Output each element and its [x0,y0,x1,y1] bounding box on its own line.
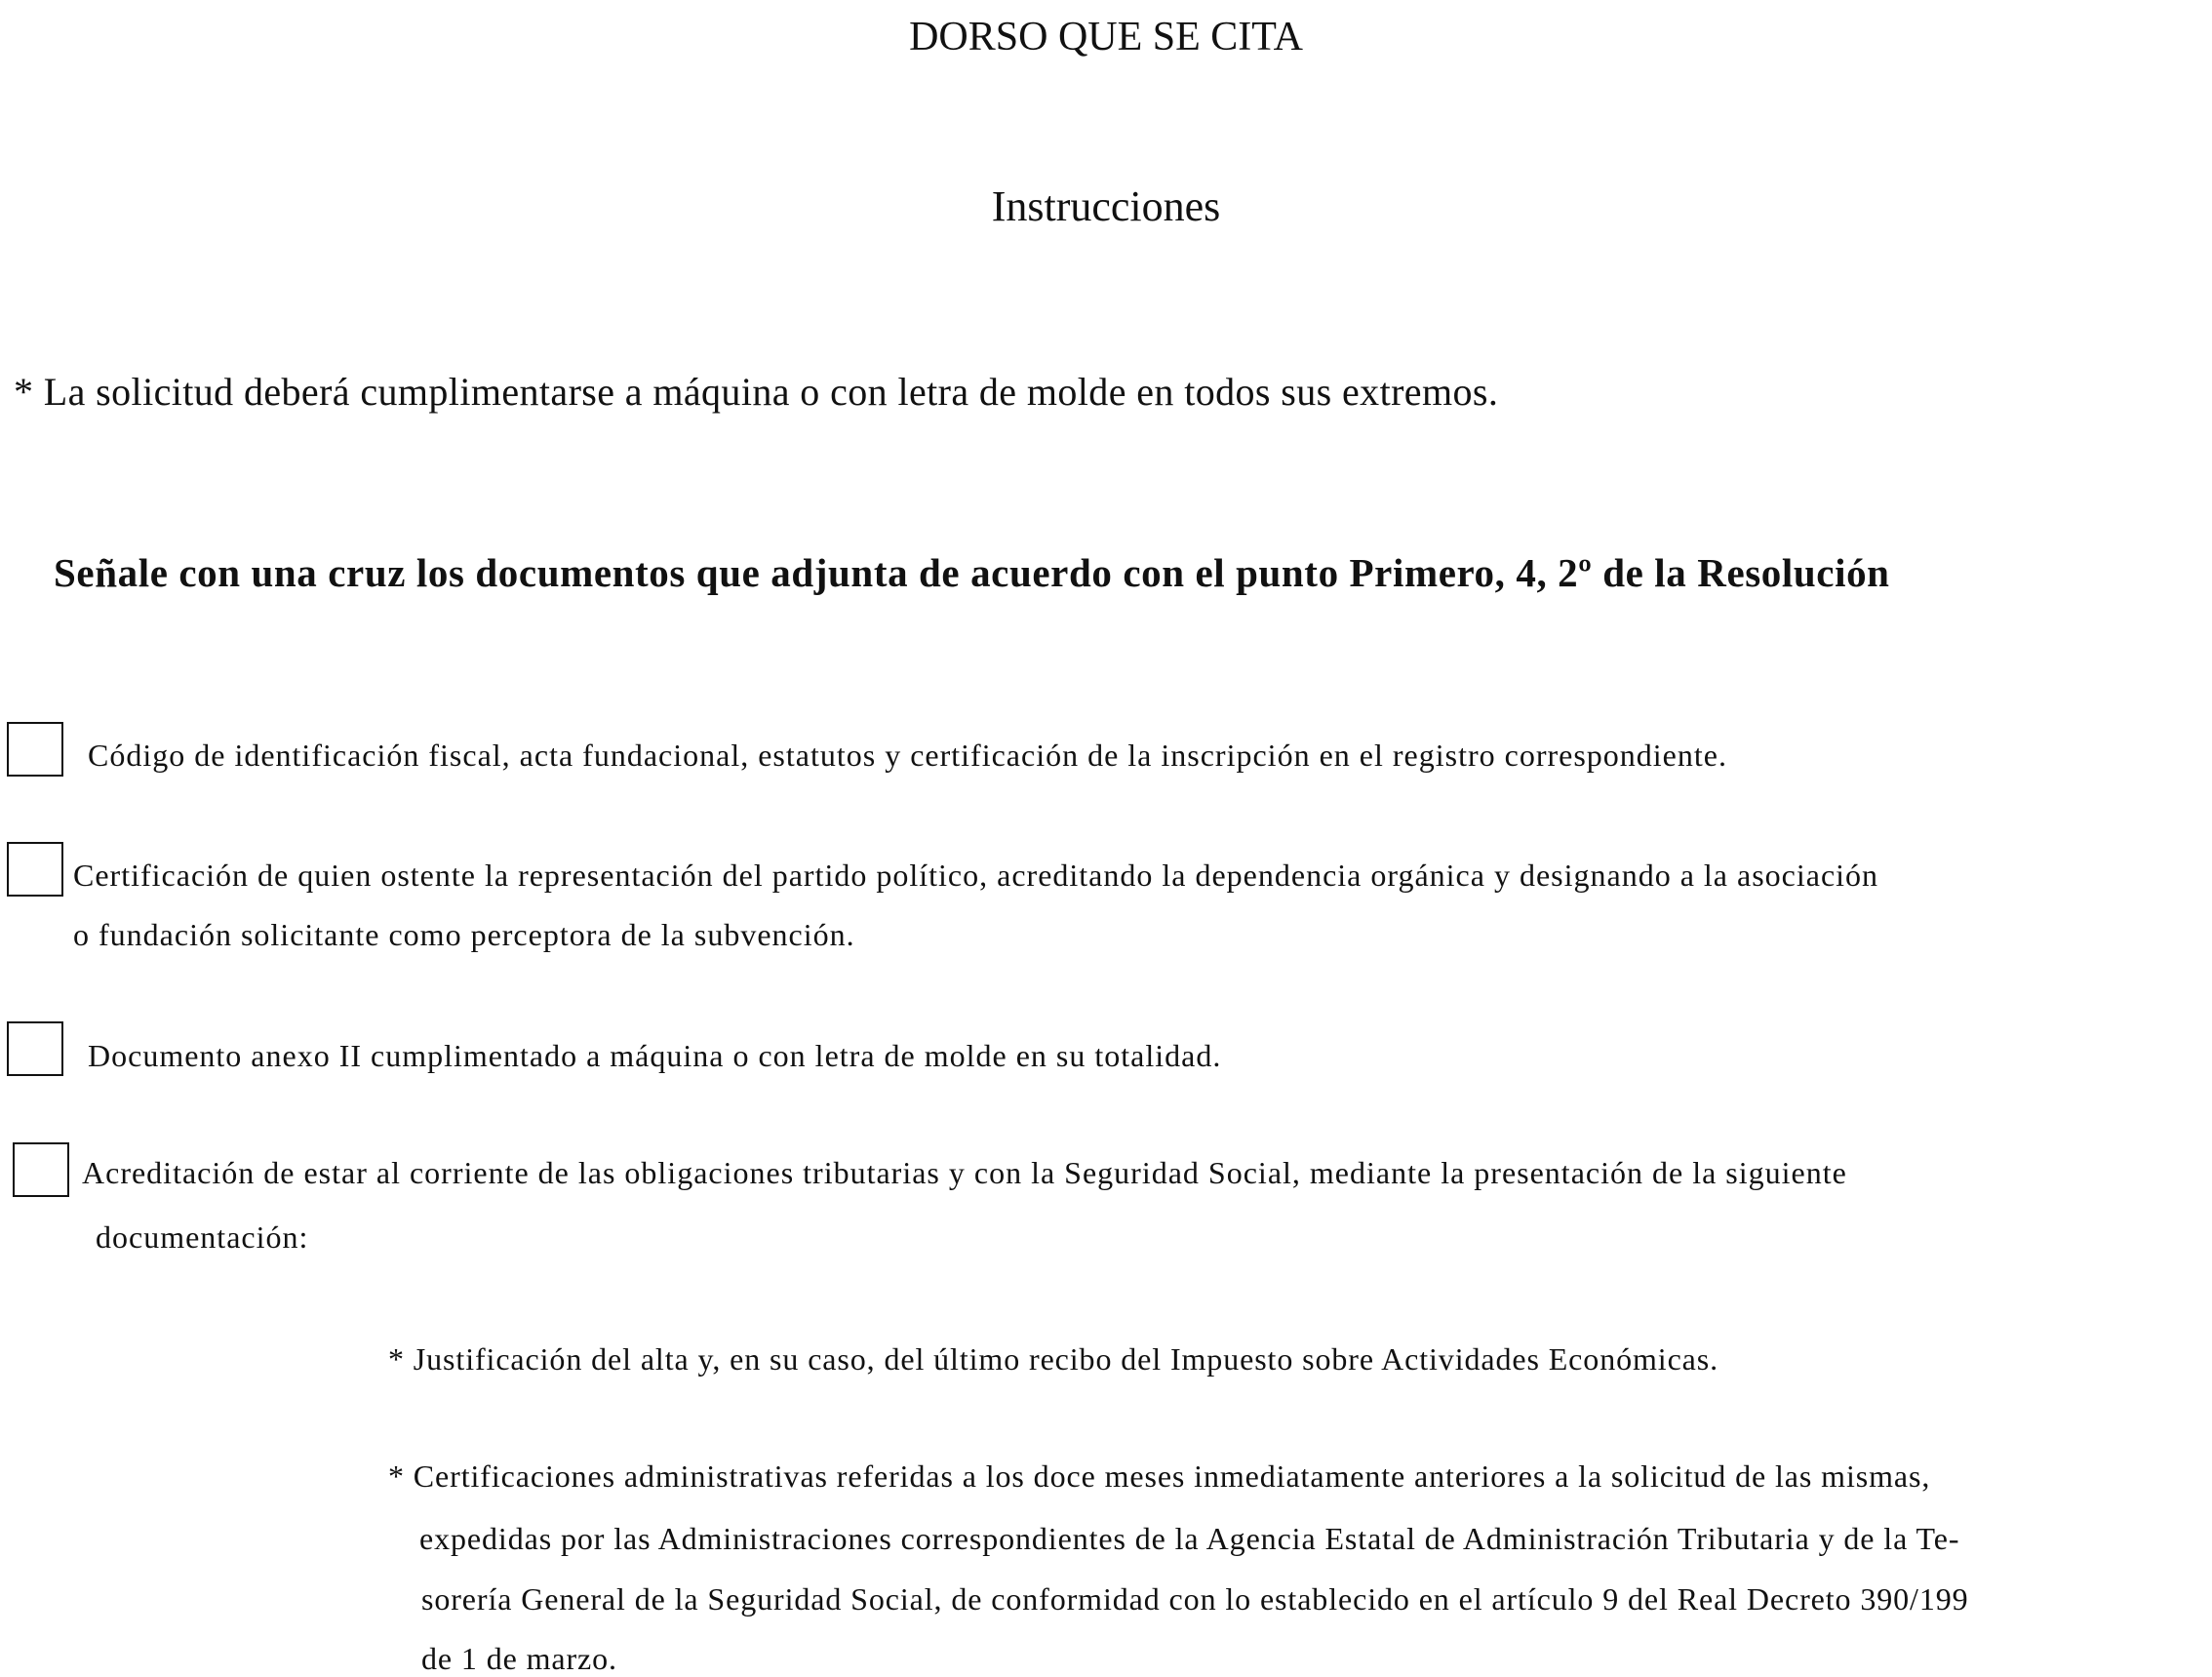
intro-instruction: * La solicitud deberá cumplimentarse a máquina o con letra de molde en todos sus extremos. [14,370,1499,414]
item-4-text-line-1: Acreditación de estar al corriente de las obligaciones tributarias y con la Seguridad Social, mediante la presentación de la siguiente [82,1155,1847,1190]
document-title: DORSO QUE SE CITA [909,15,1303,60]
item-2-text-line-1: Certificación de quien ostente la representación del partido político, acreditando la dependencia orgánica y designando a la asociación [73,858,1879,893]
checklist-instruction: Señale con una cruz los documentos que adjunta de acuerdo con el punto Primero, 4, 2º de la Resolución [54,550,1890,595]
item-1-text: Código de identificación fiscal, acta fundacional, estatutos y certificación de la inscripción en el registro correspondiente. [88,738,1727,773]
item-2-text-line-2: o fundación solicitante como perceptora de la subvención. [73,917,855,952]
bullet-1-text: * Justificación del alta y, en su caso, del último recibo del Impuesto sobre Actividades Económicas. [388,1341,1719,1377]
section-heading: Instrucciones [991,182,1221,230]
checkbox-item-4[interactable] [13,1142,69,1197]
item-4-text-line-2: documentación: [96,1219,309,1255]
bullet-2-text-line-3: sorería General de la Seguridad Social, de conformidad con lo establecido en el artículo 9 del Real Decreto 390/199 [421,1581,1969,1617]
checkbox-item-3[interactable] [7,1021,63,1076]
bullet-2-text-line-1: * Certificaciones administrativas referidas a los doce meses inmediatamente anteriores a la solicitud de las mismas, [388,1458,1931,1494]
checkbox-item-1[interactable] [7,722,63,777]
item-3-text: Documento anexo II cumplimentado a máquina o con letra de molde en su totalidad. [88,1038,1222,1073]
bullet-2-text-line-4: de 1 de marzo. [421,1641,617,1676]
bullet-2-text-line-2: expedidas por las Administraciones correspondientes de la Agencia Estatal de Administración Tributaria y de la Te- [419,1521,1960,1556]
checkbox-item-2[interactable] [7,842,63,897]
